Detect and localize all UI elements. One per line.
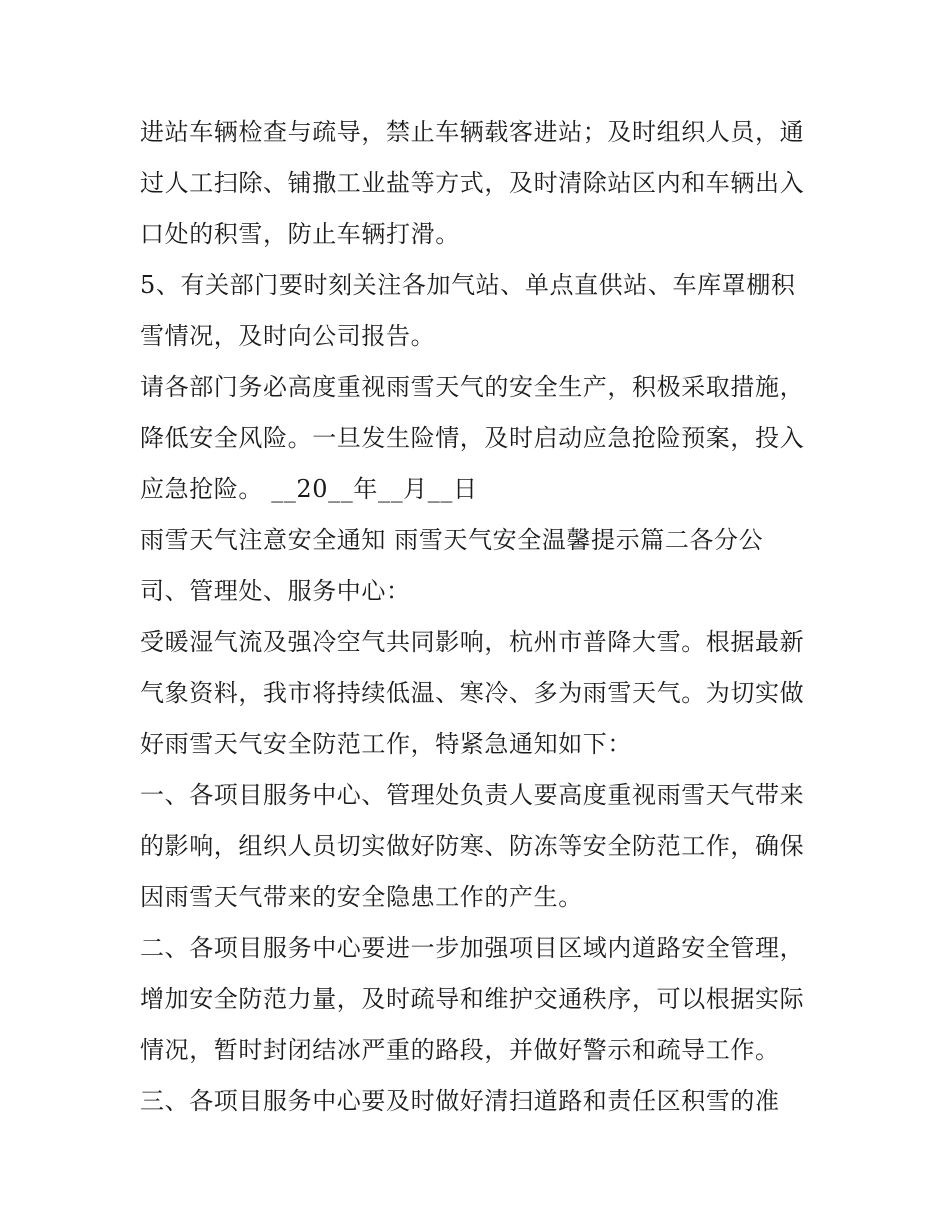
text-line: 气象资料，我市将持续低温、寒冷、多为雨雪天气。为切实做 (140, 679, 805, 707)
text-line: 一、各项目服务中心、管理处负责人要高度重视雨雪天气带来 (140, 781, 805, 809)
text-line: 增加安全防范力量，及时疏导和维护交通秩序，可以根据实际 (140, 985, 805, 1013)
text-line: 雪情况，及时向公司报告。 (140, 322, 436, 350)
text-line: 过人工扫除、铺撒工业盐等方式，及时清除站区内和车辆出入 (140, 169, 805, 197)
text-line: 口处的积雪，防止车辆打滑。 (140, 220, 460, 248)
text-line: 好雨雪天气安全防范工作，特紧急通知如下： (140, 730, 632, 758)
text-line: 三、各项目服务中心要及时做好清扫道路和责任区积雪的准 (140, 1087, 780, 1115)
text-line: 雨雪天气注意安全通知 雨雪天气安全温馨提示篇二各分公 (140, 526, 764, 554)
text-line: 降低安全风险。一旦发生险情，及时启动应急抢险预案，投入 (140, 424, 805, 452)
text-line: 进站车辆检查与疏导，禁止车辆载客进站；及时组织人员，通 (140, 118, 805, 146)
text-line: 因雨雪天气带来的安全隐患工作的产生。 (140, 883, 583, 911)
text-line: 情况，暂时封闭结冰严重的路段，并做好警示和疏导工作。 (140, 1036, 780, 1064)
text-line: 受暖湿气流及强冷空气共同影响，杭州市普降大雪。根据最新 (140, 628, 805, 656)
text-line: 司、管理处、服务中心： (140, 577, 411, 605)
text-line: 应急抢险。 __20__年__月__日 (140, 475, 478, 503)
text-line: 请各部门务必高度重视雨雪天气的安全生产，积极采取措施， (140, 373, 805, 401)
text-line: 二、各项目服务中心要进一步加强项目区域内道路安全管理， (140, 934, 805, 962)
text-line: 的影响，组织人员切实做好防寒、防冻等安全防范工作，确保 (140, 832, 805, 860)
text-line: 5、有关部门要时刻关注各加气站、单点直供站、车库罩棚积 (140, 271, 796, 299)
document-body (140, 107, 820, 1127)
